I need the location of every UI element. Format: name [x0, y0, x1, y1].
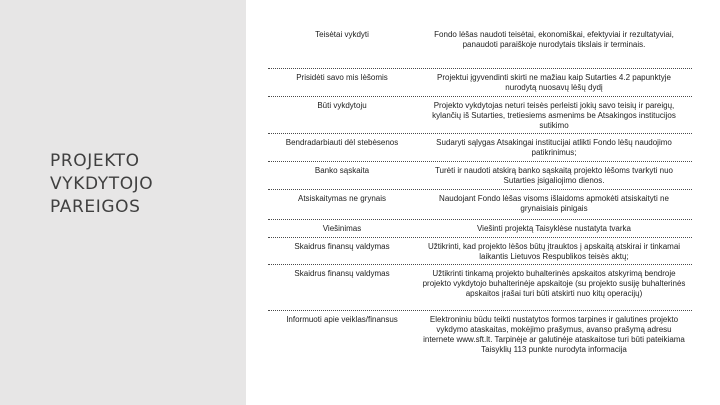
table-row [268, 69, 692, 97]
sidebar-panel [0, 0, 246, 405]
duty-name: Skaidrus finansų valdymas [294, 242, 390, 251]
duty-name: Informuoti apie veiklas/finansus [286, 315, 398, 324]
table-row [268, 26, 692, 69]
duty-name: Viešinimas [322, 224, 362, 233]
duty-description: Sudaryti sąlygas Atsakingai institucijai atlikti Fondo lėšų naudojimo patikrinimus; [436, 138, 672, 157]
table-row [268, 265, 692, 311]
duty-description: Turėti ir naudoti atskirą banko sąskaitą projekto lėšoms tvarkyti nuo Sutarties įsigaliojimo dienos. [434, 166, 674, 185]
table-row [268, 190, 692, 220]
duty-description: Viešinti projektą Taisyklėse nustatyta tvarka [476, 224, 631, 233]
duty-name: Banko sąskaita [314, 166, 370, 175]
duty-description: Elektroniniu būdu teikti nustatytos formos tarpines ir galutines projekto vykdymo ataskaitas, mokėjimo prašymus, avanso prašymą adresu internete www.sft.lt. Tarpinėje ar galutinėje ataskaitose turi būti pateikiama Taisyklių 113 punkte nurodyta informacija [423, 315, 685, 354]
duty-name: Prisidėti savo mis lėšomis [296, 73, 388, 82]
table-row [268, 311, 692, 373]
duty-name: Skaidrus finansų valdymas [294, 269, 390, 278]
duty-description: Fondo lėšas naudoti teisėtai, ekonomiškai, efektyviai ir rezultatyviai, panaudoti paraiškoje nurodytais tikslais ir terminais. [434, 30, 674, 49]
table-row [268, 97, 692, 134]
duty-name: Bendradarbiauti dėl stebėsenos [285, 138, 399, 147]
duty-description: Projektui įgyvendinti skirti ne mažiau kaip Sutarties 4.2 papunktyje nurodytą nuosavų lėšų dydį [437, 73, 671, 92]
table-row [268, 134, 692, 162]
duty-name: Atsiskaitymas ne grynais [297, 194, 387, 203]
duty-description: Užtikrinti, kad projekto lėšos būtų įtrauktos į apskaitą atskirai ir tinkamai laikantis Lietuvos Respublikos teisės aktų; [427, 242, 681, 261]
duty-description: Projekto vykdytojas neturi teisės perleisti jokių savo teisių ir pareigų, kylančių iš Sutarties, tretiesiems asmenims be Atsakingos institucijos sutikimo [432, 101, 676, 130]
table-row [268, 238, 692, 265]
duty-name: Teisėtai vykdyti [315, 30, 369, 39]
table-row [268, 162, 692, 190]
duty-description: Užtikrinti tinkamą projekto buhalterinės apskaitos atskyrimą bendroje projekto vykdytojo buhalterinėje apskaitoje (su projekto susiję buhalterinės apskaitos įrašai turi būti atskirti nuo kitų operacijų) [422, 269, 686, 298]
table-row [268, 220, 692, 238]
duties-table [268, 26, 692, 373]
duty-description: Naudojant Fondo lėšas visoms išlaidoms apmokėti atsiskaityti ne grynaisiais pinigais [439, 194, 669, 213]
duty-name: Būti vykdytoju [317, 101, 367, 110]
section-title: PROJEKTO VYKDYTOJO PAREIGOS [50, 151, 154, 217]
